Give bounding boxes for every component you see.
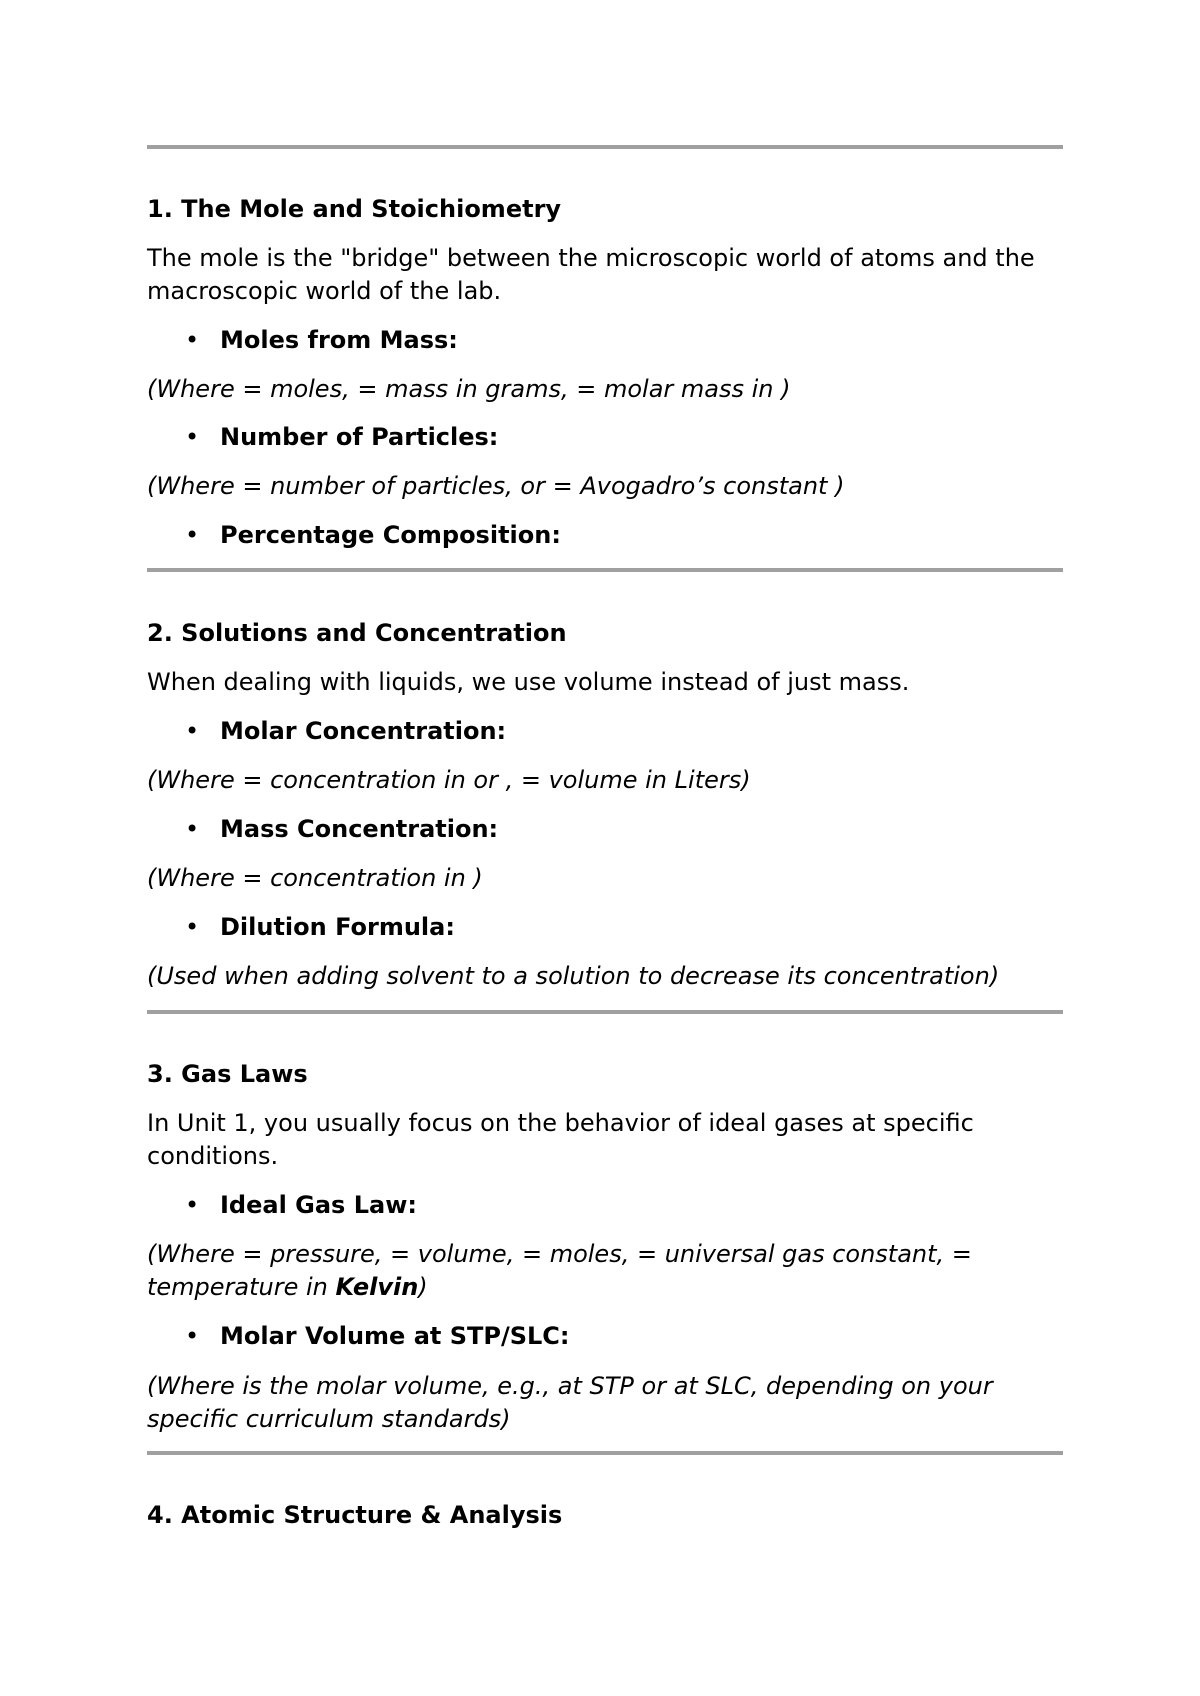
formula-note: (Used when adding solvent to a solution to decrease its concentration) <box>147 962 1000 990</box>
list-item-label: Number of Particles: <box>220 423 499 451</box>
bullet-icon: • <box>185 423 200 451</box>
formula-note-text: ) <box>418 1273 428 1301</box>
horizontal-rule <box>147 145 1063 149</box>
section-heading: 4. Atomic Structure & Analysis <box>147 1501 563 1529</box>
section-intro: In Unit 1, you usually focus on the behavior of ideal gases at specific conditions. <box>147 1109 974 1170</box>
section-heading: 1. The Mole and Stoichiometry <box>147 195 562 223</box>
section-intro: The mole is the "bridge" between the microscopic world of atoms and the macroscopic world of the lab. <box>147 244 1035 305</box>
list-item-label: Mass Concentration: <box>220 815 499 843</box>
section-intro: When dealing with liquids, we use volume instead of just mass. <box>147 668 910 696</box>
list-item-label: Ideal Gas Law: <box>220 1191 417 1219</box>
bullet-icon: • <box>185 1322 200 1350</box>
section-heading: 2. Solutions and Concentration <box>147 619 567 647</box>
bullet-icon: • <box>185 521 200 549</box>
formula-note: (Where = concentration in ) <box>147 864 483 892</box>
bullet-icon: • <box>185 1191 200 1219</box>
formula-note <box>147 1238 1067 1304</box>
list-item-label: Percentage Composition: <box>220 521 561 549</box>
bullet-icon: • <box>185 815 200 843</box>
bullet-icon: • <box>185 913 200 941</box>
bullet-icon: • <box>185 326 200 354</box>
formula-note: (Where = number of particles, or = Avogadro’s constant ) <box>147 472 845 500</box>
formula-note-text: (Where = pressure, = volume, = moles, = universal gas constant, = temperature in <box>147 1240 972 1301</box>
list-item-label: Molar Concentration: <box>220 717 507 745</box>
formula-note: (Where = concentration in or , = volume in Liters) <box>147 766 751 794</box>
section-heading: 3. Gas Laws <box>147 1060 308 1088</box>
bullet-icon: • <box>185 717 200 745</box>
horizontal-rule <box>147 1451 1063 1455</box>
list-item-label: Moles from Mass: <box>220 326 458 354</box>
formula-note: (Where is the molar volume, e.g., at STP or at SLC, depending on your specific curriculum standards) <box>147 1372 993 1433</box>
emphasis-text: Kelvin <box>335 1273 419 1301</box>
horizontal-rule <box>147 568 1063 572</box>
list-item-label: Dilution Formula: <box>220 913 455 941</box>
formula-note: (Where = moles, = mass in grams, = molar mass in ) <box>147 375 791 403</box>
horizontal-rule <box>147 1010 1063 1014</box>
list-item-label: Molar Volume at STP/SLC: <box>220 1322 570 1350</box>
